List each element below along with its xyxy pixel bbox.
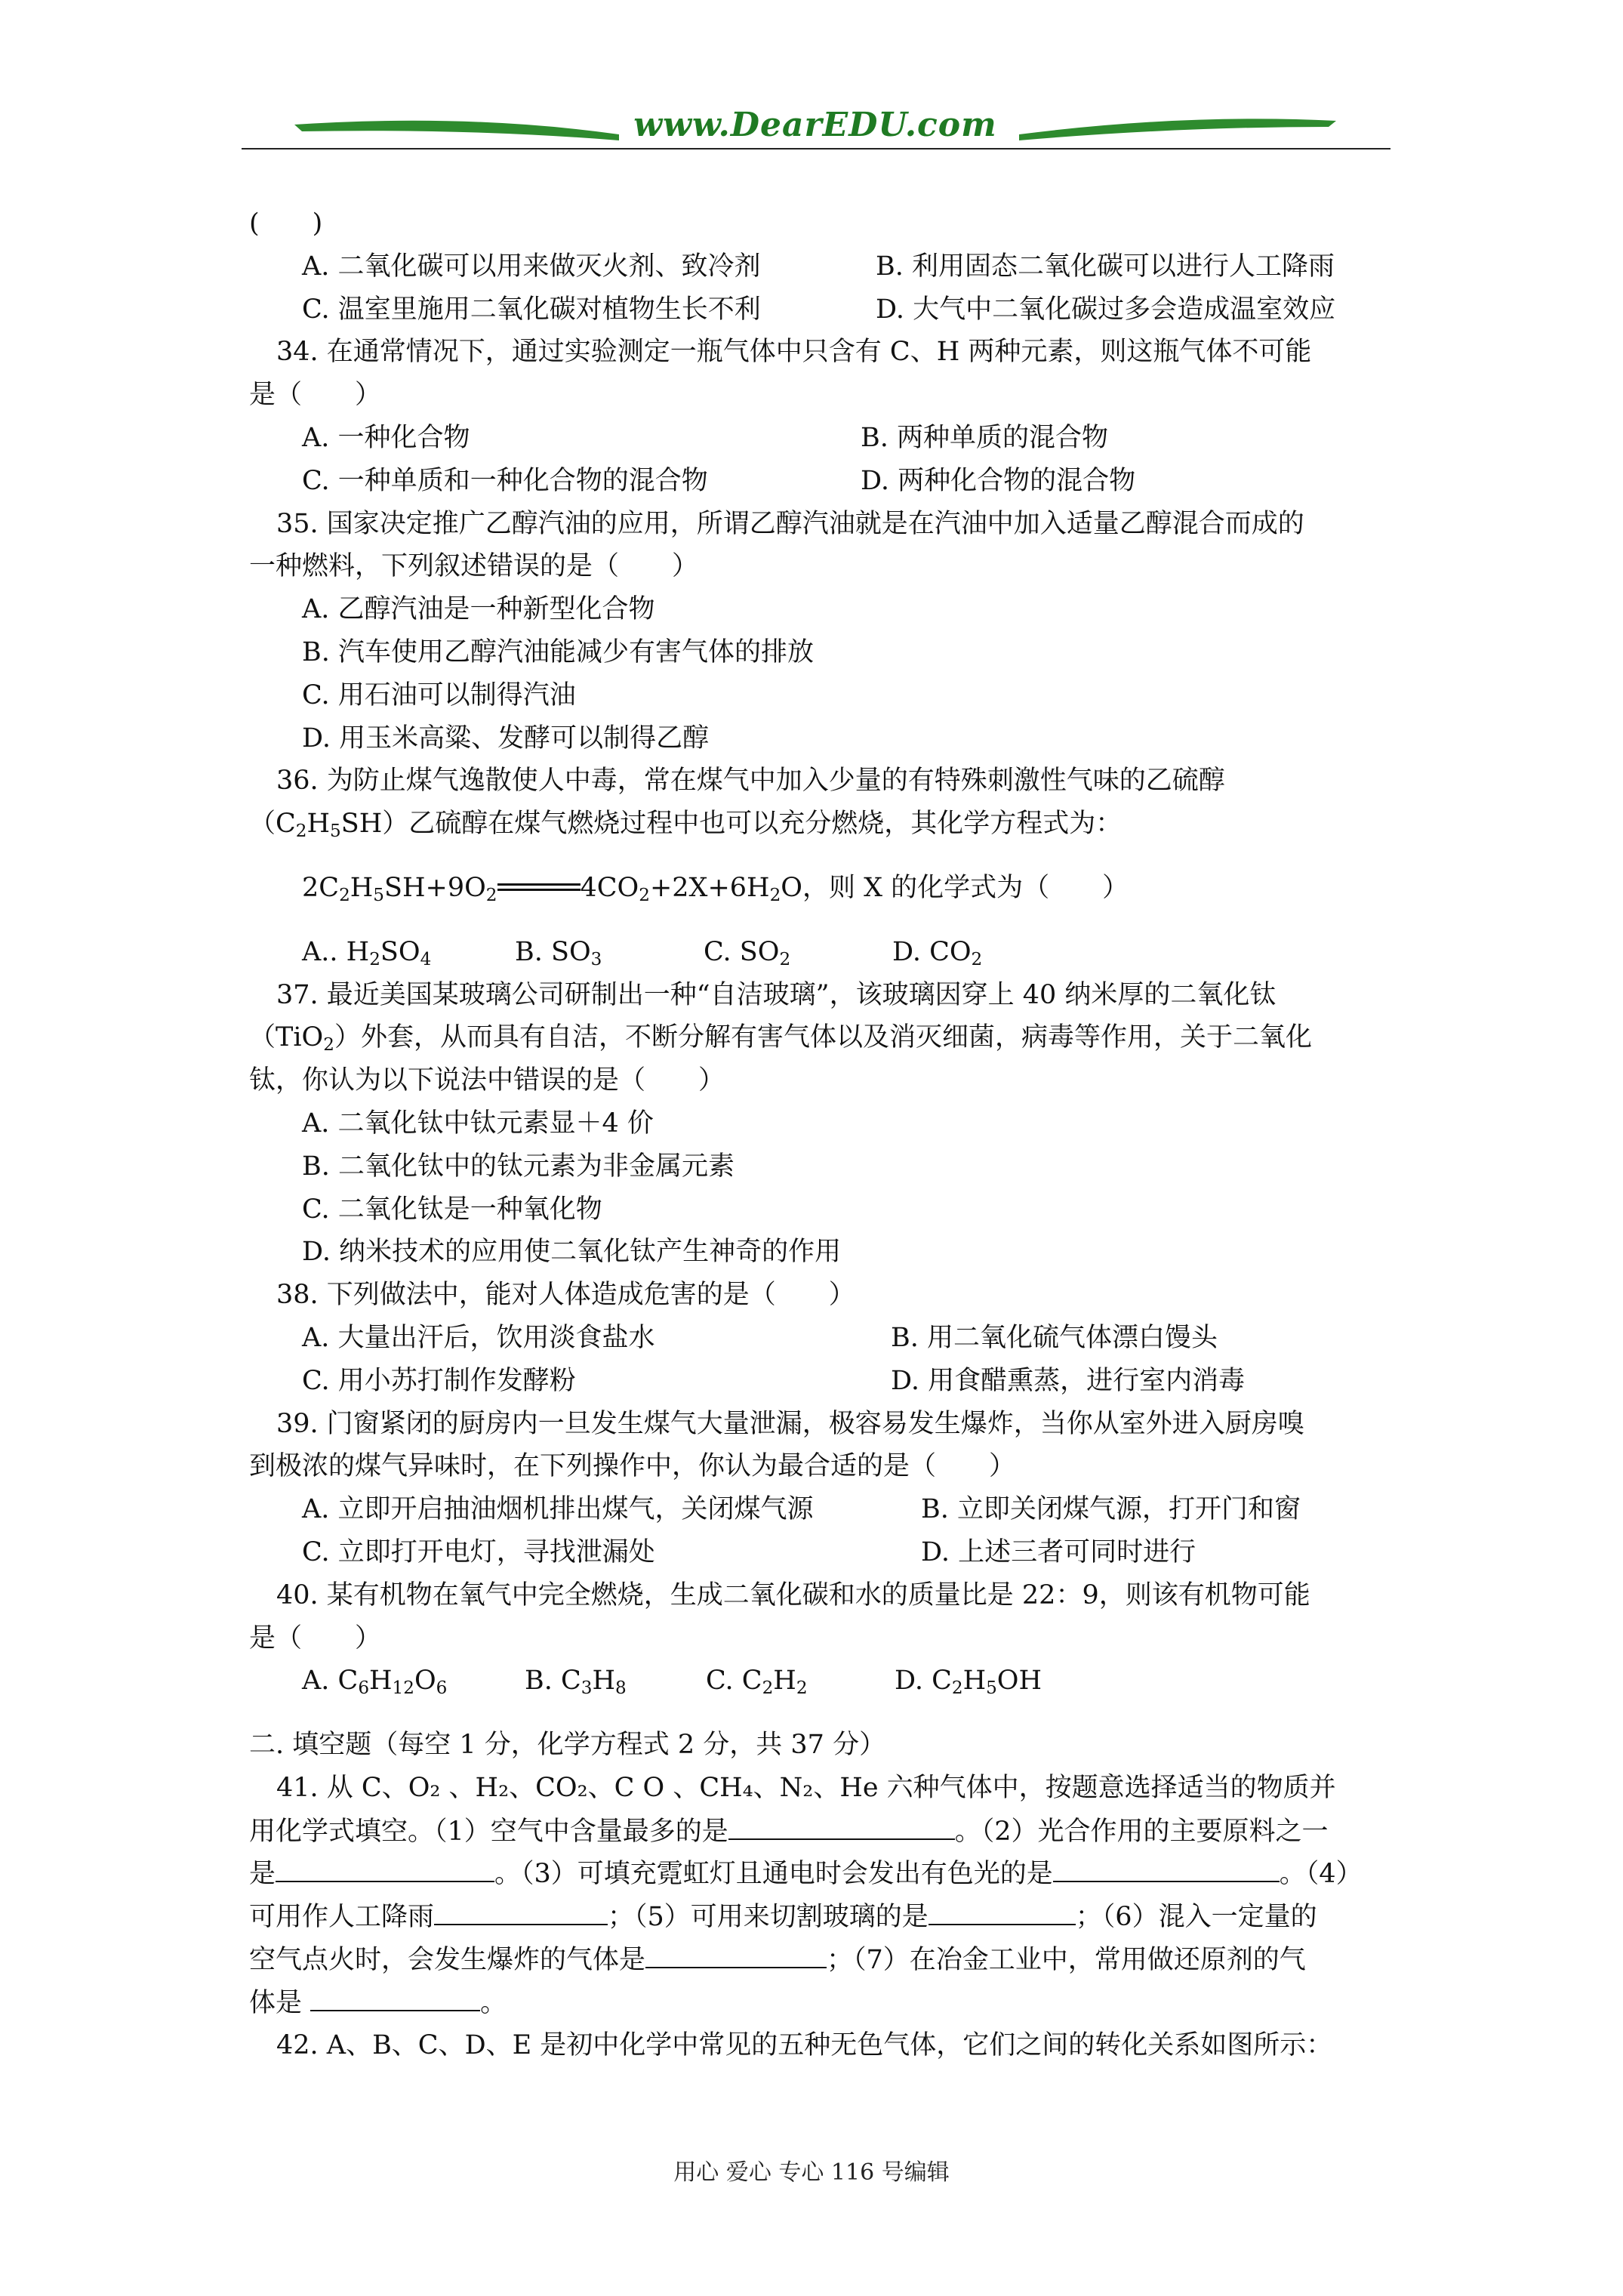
q39-options-cd (249, 1531, 1389, 1574)
q41-text-6 (249, 1981, 1389, 2024)
q37-option-d: D. 纳米技术的应用使二氧化钛产生神奇的作用 (302, 1237, 842, 1268)
q34-option-a: A. 一种化合物 (302, 422, 470, 453)
q42-text-1: 42. A、B、C、D、E 是初中化学中常见的五种无色气体，它们之间的转化关系如图所示： (276, 2029, 1333, 2060)
q40-option-a-text: A. C (302, 1666, 359, 1697)
answer-blank-5[interactable] (929, 1895, 1076, 1925)
q41-text-4 (249, 1895, 1389, 1938)
q40-text-1: 40. 某有机物在氧气中完全燃烧，生成二氧化碳和水的质量比是 22：9，则该有机物可能 (276, 1579, 1310, 1610)
q34-option-b: B. 两种单质的混合物 (861, 422, 1108, 453)
q37-text-2a: （TiO (249, 1022, 324, 1053)
q35-option-d: D. 用玉米高粱、发酵可以制得乙醇 (302, 723, 710, 754)
q34-options-cd (249, 460, 1389, 503)
q33-options-cd (249, 288, 1389, 331)
q34-option-d: D. 两种化合物的混合物 (861, 465, 1136, 496)
section-2-title: 二. 填空题（每空 1 分，化学方程式 2 分，共 37 分） (249, 1730, 886, 1761)
q40-option-c: C. $C_2H_2$ (706, 1666, 808, 1699)
q41-text-5b: ；（7）在冶金工业中，常用做还原剂的气 (827, 1945, 1306, 1976)
q33-paren: ( ) (249, 208, 323, 239)
q38-option-b: B. 用二氧化硫气体漂白馒头 (891, 1322, 1218, 1353)
q40-option-c-text: C. C (706, 1666, 762, 1697)
q37-option-c: C. 二氧化钛是一种氧化物 (302, 1194, 602, 1225)
q41-text-2 (249, 1810, 1389, 1853)
q34-text-1: 34. 在通常情况下，通过实验测定一瓶气体中只含有 C、H 两种元素，则这瓶气体不可能 (276, 337, 1312, 368)
q40-options (249, 1660, 1389, 1703)
site-brand[interactable]: www.DearEDU.com (633, 106, 997, 144)
q41-text-3c: 。（4） (1279, 1859, 1363, 1890)
q41-text-3a: 是 (249, 1859, 276, 1890)
q40-option-a: A. $C_6H_{12}O_6$ (302, 1666, 448, 1699)
q36-option-d-text: D. CO (892, 936, 972, 967)
q37-option-b: B. 二氧化钛中的钛元素为非金属元素 (302, 1151, 735, 1182)
q40-option-b-text: B. C (525, 1666, 581, 1697)
answer-blank-7[interactable] (310, 1981, 480, 2011)
q38-option-c: C. 用小苏打制作发酵粉 (302, 1365, 576, 1396)
eq-part-4: 4CO (580, 872, 639, 903)
q37-option-a: A. 二氧化钛中钛元素显＋4 价 (302, 1108, 654, 1139)
q36-text-2b: H (306, 809, 331, 840)
exam-content (249, 202, 1389, 2066)
q36-equation: $2C_2H_5SH+9O_2$ $4CO_2+2X+6H_2O$，则 X 的化学式为（ ） (302, 872, 1129, 905)
q33-option-a: A. 二氧化碳可以用来做灭火剂、致冷剂 (302, 251, 761, 282)
answer-blank-1[interactable] (728, 1810, 955, 1840)
q39-option-a: A. 立即开启抽油烟机排出煤气，关闭煤气源 (302, 1494, 814, 1525)
q37-text-2b: ）外套，从而具有自洁，不断分解有害气体以及消灭细菌，病毒等作用，关于二氧化 (334, 1022, 1312, 1053)
q36-option-a: A.. $H_2SO_4$ (302, 936, 432, 969)
site-header (242, 106, 1389, 166)
header-rule (242, 148, 1390, 149)
q41-text-3 (249, 1852, 1389, 1895)
q41-text-2b: 。（2）光合作用的主要原料之一 (954, 1816, 1329, 1847)
q39-option-d: D. 上述三者可同时进行 (921, 1536, 1196, 1567)
q36-option-b-text: B. SO (515, 936, 591, 967)
q36-text-2: $(C_2H_5SH)$乙硫醇在煤气燃烧过程中也可以充分燃烧，其化学方程式为： (249, 809, 1123, 841)
q39-text-1: 39. 门窗紧闭的厨房内一旦发生煤气大量泄漏，极容易发生爆炸，当你从室外进入厨房嗅 (276, 1408, 1304, 1439)
q38-option-a: A. 大量出汗后，饮用淡食盐水 (302, 1322, 655, 1353)
q40-option-d-text: D. C (895, 1666, 952, 1697)
eq-part-5: +2X+6H (649, 872, 770, 903)
q41-text-6a: 体是 (249, 1987, 311, 2018)
q41-text-4a: 可用作人工降雨 (249, 1902, 435, 1933)
q38-option-d: D. 用食醋熏蒸，进行室内消毒 (891, 1365, 1246, 1396)
eq-part-1: 2C (302, 872, 340, 903)
q35-option-a: A. 乙醇汽油是一种新型化合物 (302, 594, 655, 625)
q34-option-c: C. 一种单质和一种化合物的混合物 (302, 465, 708, 496)
q36-option-a-text1: A.. H (302, 936, 370, 967)
q36-option-c: C. $SO_2$ (704, 936, 791, 969)
q40-option-d: D. $C_2H_5OH$ (895, 1666, 1042, 1699)
q34-text-2: 是（ ） (249, 380, 382, 411)
q36-option-d: D. $CO_2$ (892, 936, 983, 969)
q41-text-6b: 。 (480, 1987, 507, 2018)
answer-blank-3[interactable] (1053, 1852, 1280, 1882)
q41-text-4b: ；（5）可用来切割玻璃的是 (608, 1902, 929, 1933)
page-footer: 用心 爱心 专心 116 号编辑 (673, 2159, 950, 2186)
q37-text-3: 钛，你认为以下说法中错误的是（ ） (249, 1065, 725, 1096)
q41-text-3b: 。（3）可填充霓虹灯且通电时会发出有色光的是 (494, 1859, 1053, 1890)
answer-blank-2[interactable] (276, 1852, 494, 1882)
q39-text-2: 到极浓的煤气异味时，在下列操作中，你认为最合适的是（ ） (249, 1451, 1016, 1482)
q37-text-2: （TiO$_2$）外套，从而具有自洁，不断分解有害气体以及消灭细菌，病毒等作用，关于二氧化 (249, 1022, 1312, 1056)
q40-text-2: 是（ ） (249, 1623, 382, 1653)
q33-option-d: D. 大气中二氧化碳过多会造成温室效应 (876, 294, 1336, 325)
q33-options-ab (249, 245, 1389, 288)
q37-text-1: 37. 最近美国某玻璃公司研制出一种“自洁玻璃”，该玻璃因穿上 40 纳米厚的二氧化钛 (276, 979, 1277, 1010)
q41-text-4c: ；（6）混入一定量的 (1075, 1902, 1317, 1933)
q38-options-ab (249, 1317, 1389, 1360)
answer-blank-6[interactable] (645, 1938, 827, 1968)
q41-text-5a: 空气点火时，会发生爆炸的气体是 (249, 1945, 646, 1976)
q35-option-b: B. 汽车使用乙醇汽油能减少有害气体的排放 (302, 636, 814, 667)
q35-option-c: C. 用石油可以制得汽油 (302, 680, 576, 710)
q36-options (249, 931, 1389, 974)
q36-text-2c: SH）乙硫醇在煤气燃烧过程中也可以充分燃烧，其化学方程式为： (340, 809, 1123, 840)
q35-text-1: 35. 国家决定推广乙醇汽油的应用，所谓乙醇汽油就是在汽油中加入适量乙醇混合而成的 (276, 508, 1304, 539)
reaction-equals-sign (497, 883, 581, 892)
q41-text-1: 41. 从 C、O₂ 、H₂、CO₂、C O 、CH₄、N₂、He 六种气体中，按题意选择适当的物质并 (276, 1772, 1336, 1803)
answer-blank-4[interactable] (434, 1895, 608, 1925)
q39-options-ab (249, 1488, 1389, 1531)
q39-option-b: B. 立即关闭煤气源，打开门和窗 (921, 1494, 1301, 1525)
q33-option-c: C. 温室里施用二氧化碳对植物生长不利 (302, 294, 761, 325)
q36-option-b: B. $SO_3$ (515, 936, 602, 969)
q39-option-c: C. 立即打开电灯，寻找泄漏处 (302, 1536, 655, 1567)
q36-text-1: 36. 为防止煤气逸散使人中毒，常在煤气中加入少量的有特殊刺激性气味的乙硫醇 (276, 766, 1225, 797)
eq-part-2: H (350, 872, 374, 903)
q33-option-b: B. 利用固态二氧化碳可以进行人工降雨 (876, 251, 1335, 282)
q38-text-1: 38. 下列做法中，能对人体造成危害的是（ ） (276, 1280, 855, 1311)
eq-part-3: SH+9O (384, 872, 486, 903)
q36-text-2a: （C (249, 809, 296, 840)
q35-text-2: 一种燃料，下列叙述错误的是（ ） (249, 551, 699, 582)
q34-options-ab (249, 417, 1389, 460)
q41-text-2a: 用化学式填空。（1）空气中含量最多的是 (249, 1816, 728, 1847)
q38-options-cd (249, 1360, 1389, 1403)
q36-option-a-text2: SO (380, 936, 420, 967)
q36-option-c-text: C. SO (704, 936, 780, 967)
eq-part-6: O，则 X 的化学式为（ ） (781, 872, 1129, 903)
q41-text-5 (249, 1938, 1389, 1981)
q40-option-b: B. $C_3H_8$ (525, 1666, 627, 1699)
